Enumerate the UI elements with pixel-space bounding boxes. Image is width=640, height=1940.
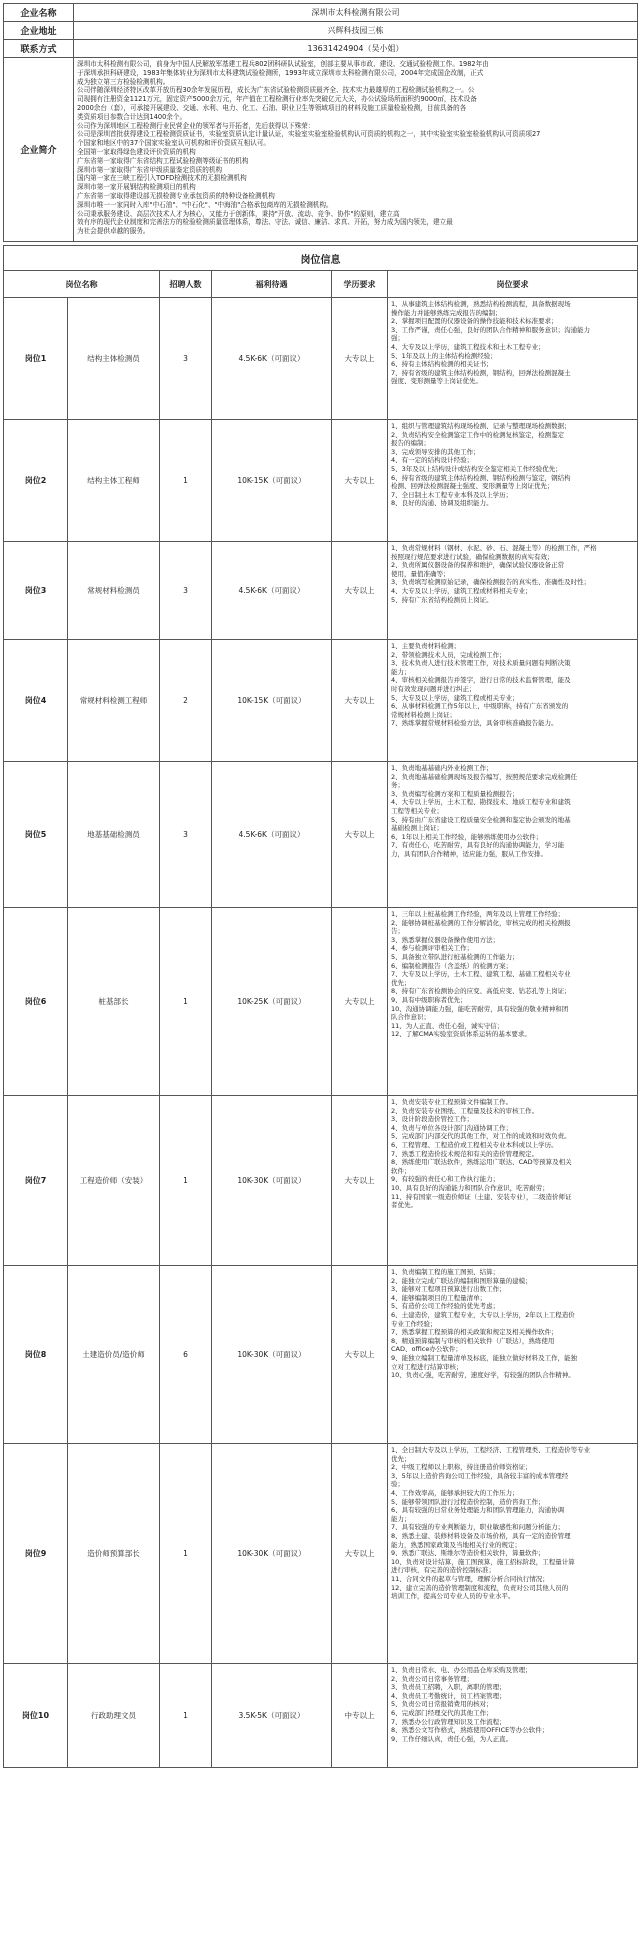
requirement-line: 2、能独立完成广联达的编制和图形算量的建模； bbox=[391, 1276, 532, 1285]
position-salary: 10K-15K（可面议） bbox=[212, 420, 332, 542]
intro-line: 深圳市唯一一家同时入库"中石油"、"中石化"、"中海油"合格承包商库的无损检测机构。 bbox=[77, 200, 333, 209]
requirement-line: 5、持有广东省结构检测员上岗证。 bbox=[391, 595, 493, 604]
position-count: 1 bbox=[160, 908, 212, 1096]
positions-table bbox=[3, 245, 638, 1768]
requirement-line: 3、完成领导安排的其他工作； bbox=[391, 447, 480, 456]
requirement-line: 2、负责结构安全检测鉴定工作中的检测复核鉴定，检测鉴定 bbox=[391, 430, 565, 439]
position-id: 岗位2 bbox=[4, 420, 68, 542]
requirement-line: 1、负责常规材料（钢材、水泥、砂、石、混凝土等）的检测工作，严格 bbox=[391, 544, 597, 552]
requirement-line: 11、为人正直、责任心强，诚实守信； bbox=[391, 1021, 504, 1030]
intro-line: 全国第一家取得绿色建设评价资质的机构 bbox=[77, 147, 196, 156]
position-id: 岗位9 bbox=[4, 1444, 68, 1664]
position-name: 结构主体检测员 bbox=[68, 298, 160, 420]
intro-line: 2000余台（套），可承接开展建设、交通、水利、电力、化工、石油、职业卫生等领域项目的材料及施工质量检验检测，目前具备的各 bbox=[77, 103, 467, 112]
position-name: 常规材料检测工程师 bbox=[68, 640, 160, 762]
company-name-label: 企业名称 bbox=[4, 4, 74, 22]
position-name: 行政助理文员 bbox=[68, 1664, 160, 1768]
requirement-line: 2、带领检测技术人员，完成检测工作； bbox=[391, 650, 506, 659]
company-name-value: 深圳市太科检测有限公司 bbox=[74, 4, 638, 22]
requirement-line: 者优先。 bbox=[391, 1201, 417, 1210]
requirement-line: 4、大专及以上学历，建筑工程技术和土木工程专业； bbox=[391, 342, 545, 351]
requirement-line: 队合作意识； bbox=[391, 1013, 430, 1022]
requirement-line: 专业工作经验； bbox=[391, 1319, 437, 1328]
position-education: 大专以上 bbox=[332, 1096, 388, 1266]
position-row bbox=[4, 542, 638, 640]
requirement-line: 8、熟练使用广联达软件，熟练运用广联达、CAD等预算及相关 bbox=[391, 1158, 572, 1167]
position-education: 大专以上 bbox=[332, 1266, 388, 1444]
requirement-line: 8、精通预算编制与审核的相关软件（广联达），熟练使用 bbox=[391, 1336, 555, 1345]
position-education: 大专以上 bbox=[332, 640, 388, 762]
position-education: 大专以上 bbox=[332, 762, 388, 908]
position-requirements bbox=[388, 1266, 638, 1444]
requirement-line: 2、负责公司日常事务管理； bbox=[391, 1674, 474, 1683]
position-id: 岗位7 bbox=[4, 1096, 68, 1266]
requirement-line: 4、工作效率高，能够承担较大的工作压力； bbox=[391, 1488, 519, 1497]
requirement-line: 3、负责编写检测方案和工程质量检测报告； bbox=[391, 789, 519, 798]
requirement-line: 7、全日制土木工程专业本科及以上学历； bbox=[391, 490, 513, 499]
position-row bbox=[4, 1096, 638, 1266]
position-salary: 10K-25K（可面议） bbox=[212, 908, 332, 1096]
position-row bbox=[4, 1444, 638, 1664]
intro-line: 广东省第一家取得建设部无损检测专业承包资质的特种设备检测机构 bbox=[77, 191, 275, 200]
requirement-line: 3、技术负责人进行技术管理工作，对技术质量问题有判断决策 bbox=[391, 659, 571, 668]
intro-line: 深圳市第一家取得广东省甲级质量鉴定资质的机构 bbox=[77, 165, 223, 174]
requirement-line: 7、具有较强的专业判断能力，职业敏感性和问题分析能力； bbox=[391, 1523, 565, 1532]
requirement-line: 12、了解CMA实验室资质体系运转的基本要求。 bbox=[391, 1030, 531, 1039]
requirement-line: 1、负责编制工程的施工图预、结算； bbox=[391, 1268, 500, 1276]
requirement-line: 1、主要负责材料检测； bbox=[391, 642, 461, 650]
position-requirements bbox=[388, 640, 638, 762]
position-id: 岗位5 bbox=[4, 762, 68, 908]
position-count: 1 bbox=[160, 420, 212, 542]
position-count: 1 bbox=[160, 1664, 212, 1768]
position-requirements bbox=[388, 542, 638, 640]
position-id: 岗位4 bbox=[4, 640, 68, 762]
intro-line: 类资质项目参数合计达到1400余个。 bbox=[77, 112, 187, 121]
position-salary: 10K-15K（可面议） bbox=[212, 640, 332, 762]
requirement-line: 使用，量值准确等； bbox=[391, 569, 450, 578]
requirement-line: 9、具有中级职称者优先； bbox=[391, 995, 467, 1004]
requirement-line: 7、大专及以上学历，土木工程、建筑工程、基础工程相关专业 bbox=[391, 970, 571, 979]
requirement-line: 5、1年及以上的主体结构检测经验； bbox=[391, 351, 497, 360]
requirement-line: 4、能够编制项目的工程量清单； bbox=[391, 1293, 487, 1302]
position-count: 2 bbox=[160, 640, 212, 762]
intro-line: 于深圳承担科研建设，1983年集体转业为深圳市太科建筑试验检测所，1993年成立深圳市太科检测有限公司，2004年完成国企改制，正式 bbox=[77, 68, 484, 77]
requirement-line: 2、掌握项目配置的仪器设备的操作技能和技术标准要求； bbox=[391, 317, 558, 326]
position-name: 工程造价师（安装） bbox=[68, 1096, 160, 1266]
intro-line: 深圳市太科检测有限公司，前身为中国人民解放军基建工程兵802团科研队试验室，创部主要从事市政、建设、交通试验检测工作。1982年由 bbox=[77, 60, 489, 68]
position-id: 岗位6 bbox=[4, 908, 68, 1096]
requirement-line: 优先； bbox=[391, 978, 411, 987]
position-row bbox=[4, 908, 638, 1096]
section-title: 岗位信息 bbox=[4, 246, 638, 271]
position-requirements bbox=[388, 762, 638, 908]
requirement-line: 验； bbox=[391, 1480, 404, 1489]
intro-line: 公司秉承服务建设、高层次技术人才为核心，又能力于创新体，秉持"开放、流动、竞争、协作"的原则，建立高 bbox=[77, 209, 400, 218]
requirement-line: 6、具有较强的日常业务处理能力和团队管理能力，沟通协调 bbox=[391, 1506, 565, 1515]
position-name: 桩基部长 bbox=[68, 908, 160, 1096]
requirement-line: 2、负责所属仪器设备的保养和维护，确保试验仪器设备正常 bbox=[391, 561, 565, 570]
requirement-line: 10、沟通协调能力强，能吃苦耐劳，具有较强的敬业精神和团 bbox=[391, 1004, 569, 1013]
requirement-line: 2、负责地基基础检测现场及报告编写，按照规范要求完成检测任 bbox=[391, 772, 578, 781]
requirement-line: 按照现行规范要求进行试验，确保检测数据的真实有效； bbox=[391, 552, 554, 561]
requirement-line: 10、负责对设计结算，施工图预算，施工招标阶段，工程量计算 bbox=[391, 1557, 575, 1566]
position-requirements bbox=[388, 1444, 638, 1664]
requirement-line: 1、负责地基基础内外业检测工作； bbox=[391, 764, 493, 772]
requirement-line: 6、工程管理、工程造价或工程相关专业本科或以上学历。 bbox=[391, 1140, 558, 1149]
position-salary: 10K-30K（可面议） bbox=[212, 1444, 332, 1664]
position-education: 大专以上 bbox=[332, 542, 388, 640]
requirement-line: 7、熟悉掌握工程预算的相关政策和规定及相关操作软件； bbox=[391, 1328, 558, 1337]
requirement-line: 能力，熟悉国家政策及当地相关行业的规定； bbox=[391, 1540, 521, 1549]
position-row bbox=[4, 1664, 638, 1768]
requirement-line: 1、负责日常水、电、办公用品仓库采购及管理； bbox=[391, 1666, 532, 1674]
header-salary: 福利待遇 bbox=[212, 271, 332, 298]
requirement-line: 力，具有团队合作精神，适应能力强，服从工作安排。 bbox=[391, 849, 547, 858]
requirement-line: 4、大专及以上学历，建筑工程或材料相关专业； bbox=[391, 586, 532, 595]
requirement-line: 4、审核相关检测报告并签字，进行日常的技术监督管理，能及 bbox=[391, 676, 571, 685]
position-requirements bbox=[388, 908, 638, 1096]
requirement-line: 11、合同文件的起草与管理，理解分析合同执行情况； bbox=[391, 1574, 549, 1583]
requirement-line: 7、持有省级的建筑主体结构检测，钢结构，回弹法检测混凝土 bbox=[391, 368, 571, 377]
requirement-line: 7、有责任心，吃苦耐劳，具有良好的沟通协调能力，学习能 bbox=[391, 841, 565, 850]
requirement-line: 9、工作仔细认真，责任心强，为人正直。 bbox=[391, 1734, 513, 1743]
requirement-line: 1、全日制大专及以上学历，工程经济、工程管理类、工程造价等专业 bbox=[391, 1446, 591, 1454]
requirement-line: 3、能够对工程项目预算进行出数工作； bbox=[391, 1285, 506, 1294]
requirement-line: 时有效发现问题并进行纠正； bbox=[391, 684, 476, 693]
position-id: 岗位1 bbox=[4, 298, 68, 420]
requirement-line: 11、持有国家一级造价师证（土建、安装专业），二级造价师证 bbox=[391, 1192, 572, 1201]
header-education: 学历要求 bbox=[332, 271, 388, 298]
requirement-line: 10、具有良好的沟通能力和团队合作意识，吃苦耐劳； bbox=[391, 1183, 549, 1192]
requirement-line: 3、5年以上造价咨询公司工作经验，具备较丰富的成本管理经 bbox=[391, 1471, 569, 1480]
requirement-line: 2、负责安装专业图纸、工程量及技术的审核工作。 bbox=[391, 1106, 539, 1115]
position-row bbox=[4, 640, 638, 762]
requirement-line: 8、持有广东省检测协会的应变、高低应变、钻芯孔等上岗证； bbox=[391, 987, 571, 996]
intro-line: 深圳市第一家开展钢结构检测项目的机构 bbox=[77, 183, 196, 192]
requirement-line: 能力； bbox=[391, 667, 411, 676]
position-salary: 4.5K-6K（可面议） bbox=[212, 542, 332, 640]
requirement-line: 9、有较强的责任心和工作执行能力； bbox=[391, 1175, 500, 1184]
requirement-line: 5、有造价公司工作经验的优先考虑； bbox=[391, 1302, 500, 1311]
position-education: 大专以上 bbox=[332, 298, 388, 420]
position-requirements bbox=[388, 298, 638, 420]
requirement-line: 强度、变形测量等上岗证优先。 bbox=[391, 377, 482, 386]
requirement-line: 6、土建造价，建筑工程专业，大专以上学历，2年以上工程造价 bbox=[391, 1310, 575, 1319]
position-id: 岗位3 bbox=[4, 542, 68, 640]
position-salary: 3.5K-5K（可面议） bbox=[212, 1664, 332, 1768]
position-id: 岗位8 bbox=[4, 1266, 68, 1444]
position-requirements bbox=[388, 1096, 638, 1266]
requirement-line: 1、负责安装专业工程预算文件编制工作。 bbox=[391, 1098, 513, 1106]
position-name: 造价师预算部长 bbox=[68, 1444, 160, 1664]
header-count: 招聘人数 bbox=[160, 271, 212, 298]
requirement-line: 6、持有主体结构检测的相关证书； bbox=[391, 360, 493, 369]
requirement-line: 5、大专及以上学历，建筑工程或相关专业； bbox=[391, 693, 519, 702]
requirement-line: 优先； bbox=[391, 1454, 411, 1463]
header-position: 岗位名称 bbox=[4, 271, 160, 298]
position-education: 大专以上 bbox=[332, 420, 388, 542]
requirement-line: 4、大专以上学历，土木工程、勘探技术、地质工程专业和建筑 bbox=[391, 798, 571, 807]
header-requirements: 岗位要求 bbox=[388, 271, 638, 298]
position-requirements bbox=[388, 420, 638, 542]
requirement-line: 5、能够带领团队进行过程造价控制，造价咨询工作； bbox=[391, 1497, 545, 1506]
requirement-line: 工程等相关专业； bbox=[391, 806, 443, 815]
position-count: 1 bbox=[160, 1096, 212, 1266]
requirement-line: 报告的编制； bbox=[391, 439, 430, 448]
position-name: 常规材料检测员 bbox=[68, 542, 160, 640]
requirement-line: 软件； bbox=[391, 1166, 411, 1175]
company-address-label: 企业地址 bbox=[4, 22, 74, 40]
requirement-line: 6、持有省级的建筑主体结构检测、钢结构检测与鉴定，钢结构 bbox=[391, 473, 571, 482]
position-education: 大专以上 bbox=[332, 908, 388, 1096]
requirement-line: 4、参与检测评审相关工作； bbox=[391, 944, 474, 953]
position-salary: 4.5K-6K（可面议） bbox=[212, 762, 332, 908]
requirement-line: 2、能够协调桩基检测的工作分解消化，审核完成的相关检测报 bbox=[391, 918, 571, 927]
requirement-line: 6、完成部门经理交代的其他工作； bbox=[391, 1708, 493, 1717]
requirement-line: 6、1年以上相关工作经验，能够熟练使用办公软件； bbox=[391, 832, 543, 841]
requirement-line: 1、组织与管理建筑结构现场检测、记录与整理现场检测数据； bbox=[391, 422, 571, 430]
requirement-line: 3、工作严谨，责任心强，良好的团队合作精神和服务意识；沟通能力 bbox=[391, 325, 591, 334]
requirement-line: 8、熟悉公文写作格式，熟练使用OFFICE等办公软件； bbox=[391, 1726, 549, 1735]
position-row bbox=[4, 1266, 638, 1444]
position-count: 1 bbox=[160, 1444, 212, 1664]
requirement-line: 6、从事材料检测工作5年以上，中级职称，持有广东省颁发的 bbox=[391, 702, 569, 711]
requirement-line: CAD、office办公软件； bbox=[391, 1345, 462, 1354]
requirement-line: 2、中级工程师以上职称，持注册造价师资格证； bbox=[391, 1463, 532, 1472]
company-intro-label: 企业简介 bbox=[4, 58, 74, 242]
requirement-line: 3、熟悉掌握仪器设备操作使用方法； bbox=[391, 935, 500, 944]
intro-line: 个国家和地区中的37个国家实验室认可机构和评价资质互相认可。 bbox=[77, 139, 271, 148]
position-requirements bbox=[388, 1664, 638, 1768]
position-count: 3 bbox=[160, 762, 212, 908]
requirement-line: 8、良好的沟通、协调及组织能力。 bbox=[391, 499, 493, 508]
requirement-line: 7、熟悉工程造价技术规范和有关的造价管理规定。 bbox=[391, 1149, 539, 1158]
requirement-line: 4、负责员工考勤统计，员工档案管理； bbox=[391, 1691, 506, 1700]
requirement-line: 进行审核，有完善的造价控制标准； bbox=[391, 1566, 495, 1575]
intro-line: 公司作为深圳地区工程检测行业民营企业的领军者与开拓者，先后获得以下殊荣： bbox=[77, 121, 315, 130]
requirement-line: 3、负责员工招聘，入职，离职的管理； bbox=[391, 1683, 506, 1692]
company-phone-label: 联系方式 bbox=[4, 40, 74, 58]
intro-line: 为社会提供卓越的服务。 bbox=[77, 227, 150, 236]
requirement-line: 5、负责公司日常报销费用的核对； bbox=[391, 1700, 493, 1709]
requirement-line: 7、熟悉办公行政管理知识及工作流程； bbox=[391, 1717, 506, 1726]
position-count: 6 bbox=[160, 1266, 212, 1444]
requirement-line: 务； bbox=[391, 781, 404, 790]
requirement-line: 7、熟练掌握常规材料检验方法，具备审核准确报告能力。 bbox=[391, 719, 558, 728]
requirement-line: 立对工程进行结算审核； bbox=[391, 1362, 463, 1371]
position-salary: 10K-30K（可面议） bbox=[212, 1266, 332, 1444]
requirement-line: 10、负责心强，吃苦耐劳，速度好学，有较强的团队合作精神。 bbox=[391, 1371, 575, 1380]
position-row bbox=[4, 420, 638, 542]
position-education: 大专以上 bbox=[332, 1444, 388, 1664]
requirement-line: 9、能独立编制工程量清单及标底，能独立做好材料及工作，能独 bbox=[391, 1353, 578, 1362]
requirement-line: 1、三年以上桩基检测工作经验，两年及以上管理工作经验； bbox=[391, 910, 565, 918]
requirement-line: 3、设计阶段造价管控工作； bbox=[391, 1115, 474, 1124]
requirement-line: 4、有一定的结构设计经验； bbox=[391, 456, 474, 465]
requirement-line: 5、3年及以上结构设计或结构安全鉴定相关工作经验优先； bbox=[391, 464, 562, 473]
company-table bbox=[3, 3, 638, 242]
requirement-line: 基础检测上岗证； bbox=[391, 824, 443, 833]
intro-line: 效有序的现代企业制度和完善法方的检验检测质量管理体系，尊法、守法、诚信、廉洁、求真、开拓，努力成为国内领先，建立最 bbox=[77, 218, 453, 227]
intro-line: 成为独立第三方检验检测机构。 bbox=[77, 77, 170, 86]
requirement-line: 12、建立完善的造价管理制度和流程，负责对公司其他人员的 bbox=[391, 1583, 569, 1592]
position-count: 3 bbox=[160, 542, 212, 640]
requirement-line: 5、具备独立带队进行桩基检测的工作能力； bbox=[391, 952, 519, 961]
position-name: 结构主体工程师 bbox=[68, 420, 160, 542]
requirement-line: 强； bbox=[391, 334, 404, 343]
requirement-line: 6、编制检测报告（含盖纸）的检测方案； bbox=[391, 961, 513, 970]
position-id: 岗位10 bbox=[4, 1664, 68, 1768]
position-salary: 4.5K-6K（可面议） bbox=[212, 298, 332, 420]
company-intro-text bbox=[74, 58, 638, 242]
requirement-line: 告； bbox=[391, 927, 404, 936]
requirement-line: 常规材料检测上岗证； bbox=[391, 710, 456, 719]
requirement-line: 5、完成部门内部交代的其他工作，对工作的成效和时效负责。 bbox=[391, 1132, 571, 1141]
requirement-line: 操作能力并能够熟练完成报告的编制； bbox=[391, 308, 502, 317]
requirement-line: 3、负责填写检测原始记录，确保检测报告的真实性、准确性及时性； bbox=[391, 578, 591, 587]
position-salary: 10K-30K（可面议） bbox=[212, 1096, 332, 1266]
position-education: 中专以上 bbox=[332, 1664, 388, 1768]
requirement-line: 5、持有由广东省建设工程质量安全检测和鉴定协会颁发的地基 bbox=[391, 815, 571, 824]
company-phone-value: 13631424904（吴小姐） bbox=[74, 40, 638, 58]
requirement-line: 培训工作，提高公司专业人员的专业水平。 bbox=[391, 1592, 515, 1601]
intro-line: 公司伴随深圳经济特区改革开放历程30余年发展历程，成长为广东省试验检测资质最齐全、技术实力最雄厚的工程检测试验机构之一。公 bbox=[77, 86, 475, 95]
requirement-line: 1、从事建筑主体结构检测，熟悉结构检测流程，具备数据现场 bbox=[391, 300, 571, 308]
requirement-line: 检测、回弹法检测混凝土强度、变形测量等上岗证优先； bbox=[391, 482, 554, 491]
position-row bbox=[4, 298, 638, 420]
intro-line: 国内第一家在三峡工程引入TOFD检测技术的无损检测机构 bbox=[77, 174, 247, 183]
position-row bbox=[4, 762, 638, 908]
requirement-line: 4、负责与单位各设计部门沟通协调工作； bbox=[391, 1123, 513, 1132]
company-address-value: 兴辉科技园三栋 bbox=[74, 22, 638, 40]
requirement-line: 8、熟悉土建、装修材料设备及市场价格，具有一定的造价管理 bbox=[391, 1531, 571, 1540]
position-count: 3 bbox=[160, 298, 212, 420]
position-name: 土建造价员/造价师 bbox=[68, 1266, 160, 1444]
intro-line: 公司是深圳首批获得建设工程检测资质证书，实验室资质认定计量认证，实验室实验室检验机构认可资质的机构之一，其中实验室实验室检验机构认可资质项27 bbox=[77, 130, 541, 139]
requirement-line: 9、熟悉广联达、斯维尔等造价相关软件，算量软件； bbox=[391, 1549, 545, 1558]
requirement-line: 能力； bbox=[391, 1514, 411, 1523]
intro-line: 广东省第一家取得广东省结构工程试验检测等级证书的机构 bbox=[77, 156, 249, 165]
position-name: 地基基础检测员 bbox=[68, 762, 160, 908]
intro-line: 司现拥有注册资金1121万元，固定资产5000余万元，年产值在工程检测行业率先突破亿元大关，办公试验场所面积约9000㎡，技术设备 bbox=[77, 95, 477, 104]
